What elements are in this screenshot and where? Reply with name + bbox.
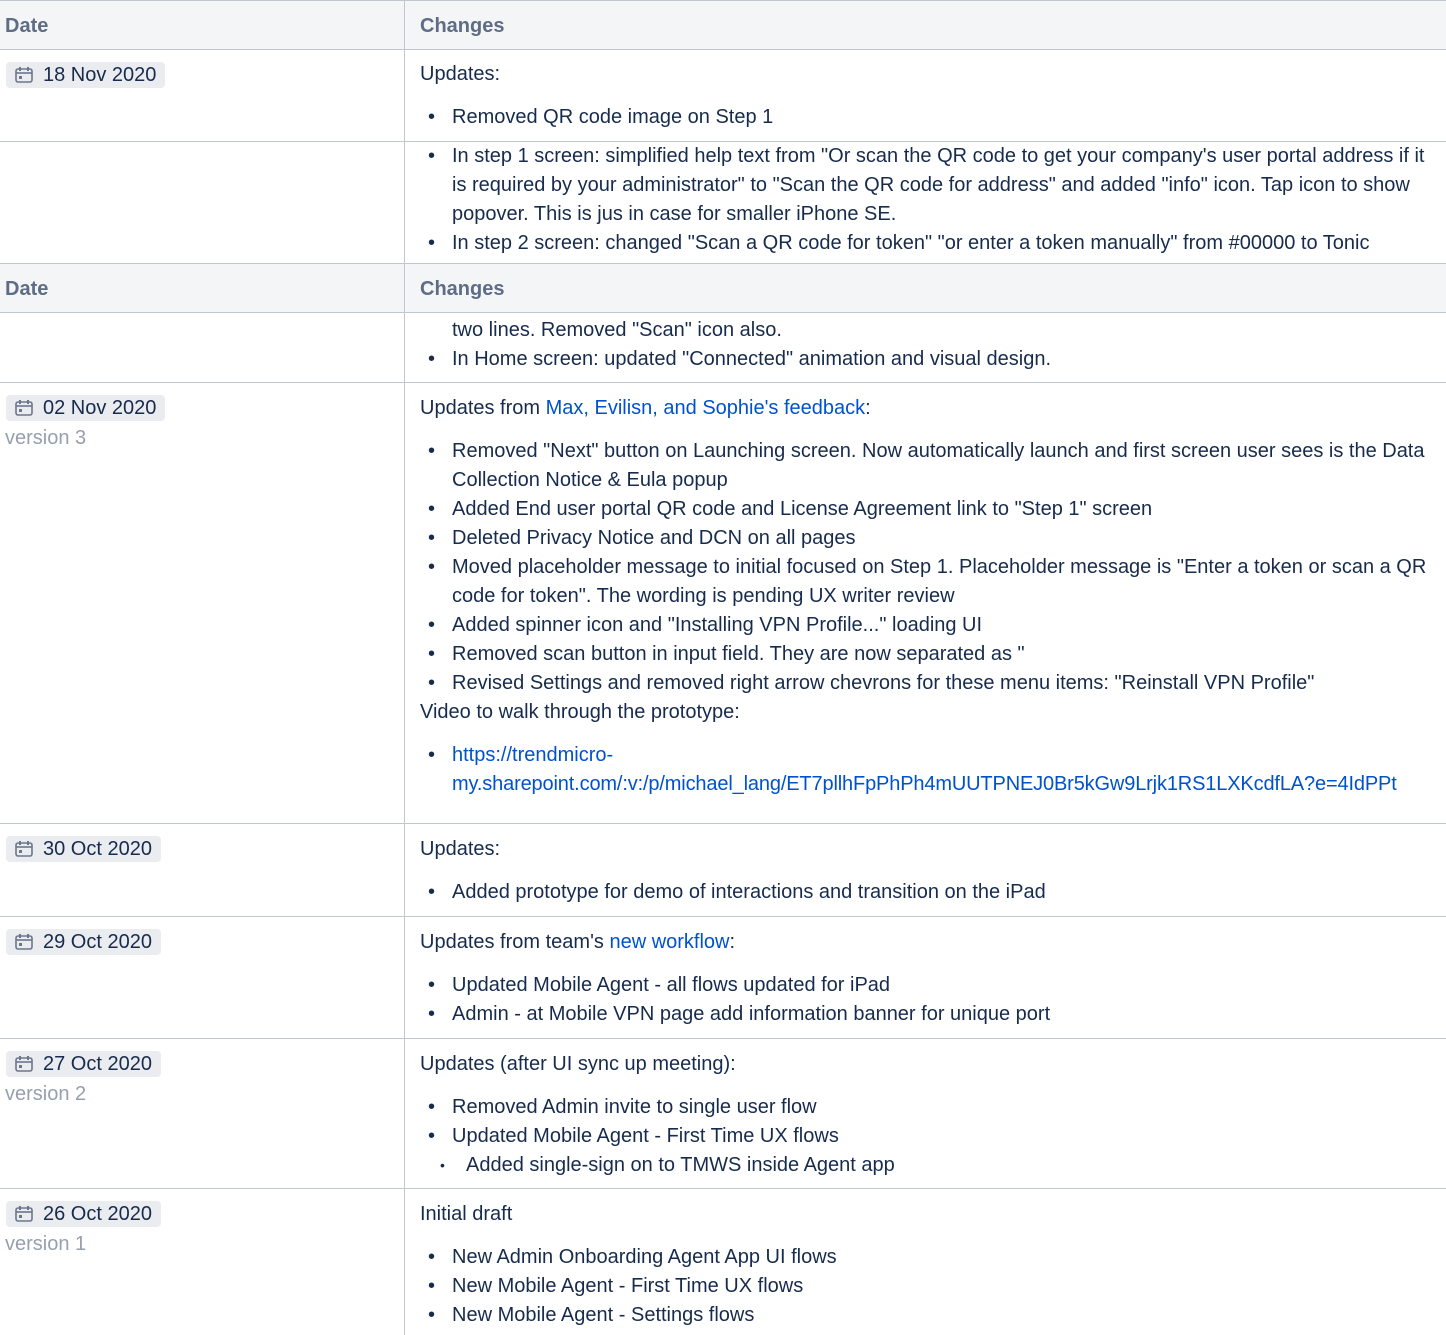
calendar-icon — [15, 400, 33, 416]
list-item: • Added prototype for demo of interactions and transition on the iPad — [452, 878, 1436, 907]
video-link-part-1: https://trendmicro- — [452, 744, 614, 766]
date-column-header: Date — [5, 278, 49, 300]
date-lozenge — [6, 62, 165, 88]
table-row — [0, 141, 1446, 263]
list-item: • Removed Admin invite to single user flow — [452, 1093, 1436, 1122]
date-text: 18 Nov 2020 — [43, 63, 157, 86]
updates-intro — [420, 928, 1436, 957]
updates-intro: Updates: — [420, 63, 501, 85]
list-item: • Updated Mobile Agent - First Time UX flows — [452, 1122, 1436, 1151]
intro-prefix: Updates from team's — [420, 931, 610, 953]
list-item: • In Home screen: updated "Connected" animation and visual design. — [452, 345, 1436, 374]
calendar-icon — [15, 67, 33, 83]
feedback-link[interactable]: Max, Evilisn, and Sophie's feedback — [545, 397, 866, 419]
list-item: • Removed scan button in input field. They are now separated as " — [452, 640, 1436, 669]
list-item — [452, 741, 1436, 799]
date-text: 26 Oct 2020 — [43, 1202, 152, 1225]
list-item: • Added End user portal QR code and License Agreement link to "Step 1" screen — [452, 495, 1436, 524]
version-label: version 2 — [5, 1083, 87, 1105]
date-lozenge — [6, 929, 161, 955]
list-item: • Revised Settings and removed right arrow chevrons for these menu items: "Reinstall VPN Profile" — [452, 669, 1436, 698]
calendar-icon — [15, 1206, 33, 1222]
list-item: • Moved placeholder message to initial focused on Step 1. Placeholder message is "Enter a token or scan a QR code for token". The wording is pending UX writer review — [452, 553, 1436, 611]
list-item: • New Admin Onboarding Agent App UI flows — [452, 1243, 1436, 1272]
changes-column-header: Changes — [420, 15, 505, 37]
list-item: • Removed "Next" button on Launching screen. Now automatically launch and first screen user sees is the Data Collection Notice & Eula popup — [452, 437, 1436, 495]
intro-suffix: : — [729, 931, 736, 953]
video-link-part-2: my.sharepoint.com/:v:/p/michael_lang/ET7pllhFpPhPh4mUUTPNEJ0Br5kGw9Lrjk1RS1LXKcdfLA?e=4IdPPt — [452, 773, 1397, 795]
updates-intro: Updates (after UI sync up meeting): — [420, 1053, 736, 1075]
changes-column-header: Changes — [420, 278, 505, 300]
list-item: • Admin - at Mobile VPN page add information banner for unique port — [452, 1000, 1436, 1029]
date-lozenge — [6, 1051, 161, 1077]
intro-suffix: : — [865, 397, 871, 419]
table-row — [0, 382, 1446, 824]
list-item: • New Mobile Agent - Settings flows — [452, 1301, 1436, 1330]
video-link[interactable] — [452, 744, 1397, 795]
calendar-icon — [15, 841, 33, 857]
date-text: 30 Oct 2020 — [43, 837, 152, 860]
version-label: version 1 — [5, 1233, 87, 1255]
list-item: • In step 1 screen: simplified help text from "Or scan the QR code to get your company's user portal address if it is required by your administrator" to "Scan the QR code for address" and added "info" icon. Tap icon to show popover. This is jus in case for smaller iPhone SE. — [452, 142, 1436, 229]
list-item: • New Mobile Agent - First Time UX flows — [452, 1272, 1436, 1301]
table-row — [0, 1188, 1446, 1335]
date-lozenge — [6, 395, 165, 421]
intro-prefix: Updates from — [420, 397, 546, 419]
date-text: 27 Oct 2020 — [43, 1052, 152, 1075]
updates-intro: Updates: — [420, 838, 501, 860]
version-label: version 3 — [5, 427, 87, 449]
updates-intro — [420, 394, 1436, 423]
calendar-icon — [15, 1056, 33, 1072]
date-text: 02 Nov 2020 — [43, 396, 157, 419]
date-lozenge — [6, 836, 161, 862]
date-lozenge — [6, 1201, 161, 1227]
list-item: • Added spinner icon and "Installing VPN Profile..." loading UI — [452, 611, 1436, 640]
continued-text: two lines. Removed "Scan" icon also. — [452, 319, 782, 341]
table-row — [0, 823, 1446, 917]
list-item: • Removed QR code image on Step 1 — [452, 103, 1436, 132]
table-row — [0, 49, 1446, 142]
sub-list-item: • Added single-sign on to TMWS inside Agent app — [452, 1151, 1436, 1180]
updates-intro: Initial draft — [420, 1203, 513, 1225]
table-row — [0, 1038, 1446, 1189]
table-row — [0, 916, 1446, 1039]
table-header-repeat — [0, 263, 1446, 313]
workflow-link[interactable]: new workflow — [609, 931, 730, 953]
video-label: Video to walk through the prototype: — [420, 701, 740, 723]
list-item: • Deleted Privacy Notice and DCN on all pages — [452, 524, 1436, 553]
list-item: • In step 2 screen: changed "Scan a QR code for token" "or enter a token manually" from #00000 to Tonic — [452, 229, 1436, 258]
table-row — [0, 312, 1446, 383]
calendar-icon — [15, 934, 33, 950]
list-item: • Updated Mobile Agent - all flows updated for iPad — [452, 971, 1436, 1000]
date-text: 29 Oct 2020 — [43, 930, 152, 953]
table-header — [0, 0, 1446, 50]
date-column-header: Date — [5, 15, 49, 37]
